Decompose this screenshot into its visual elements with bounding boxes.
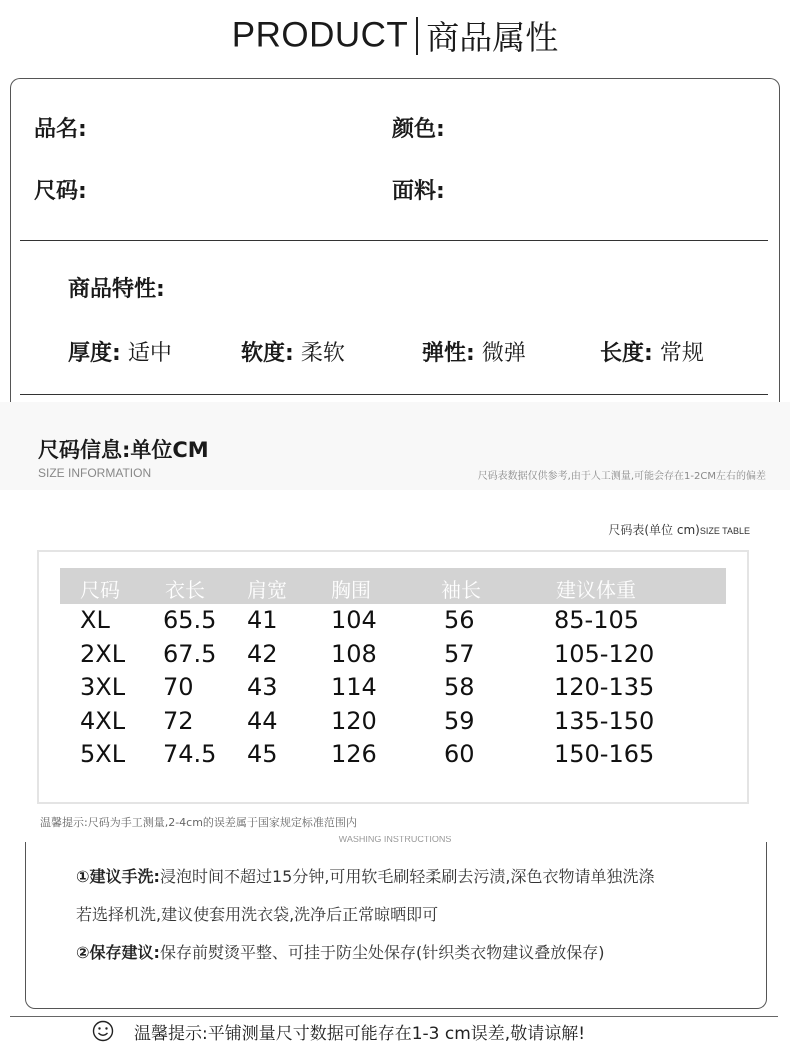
- size-table-cell: 104: [331, 606, 377, 634]
- feature-length: [600, 336, 704, 367]
- size-table-header-cell: 肩宽: [247, 578, 287, 602]
- caption-en: SIZE TABLE: [699, 526, 750, 536]
- feature-label: 厚度:: [68, 341, 121, 366]
- size-table-cell: 74.5: [163, 740, 217, 768]
- size-table-cell: 114: [331, 673, 377, 701]
- size-table-cell: 41: [247, 606, 278, 634]
- size-info-title: 尺码信息:单位CM: [38, 438, 209, 462]
- caption-cn: 尺码表(单位 cm): [608, 523, 700, 537]
- features-divider: [20, 394, 768, 395]
- attr-fabric-label: 面料:: [392, 179, 445, 204]
- machine-wash-text: 若选择机洗,建议使套用洗衣袋,洗净后正常晾晒即可: [76, 905, 439, 924]
- size-table-header-cell: 袖长: [441, 578, 481, 602]
- size-table-cell: 42: [247, 640, 278, 668]
- size-table-cell: 5XL: [80, 740, 126, 768]
- feature-elasticity: [422, 336, 526, 367]
- size-table-cell: 43: [247, 673, 278, 701]
- size-table-header-cell: 衣长: [165, 578, 205, 602]
- features-title: 商品特性:: [68, 277, 165, 302]
- size-table-cell: 56: [444, 606, 475, 634]
- size-table-cell: 120-135: [554, 673, 655, 701]
- washing-subtitle: WASHING INSTRUCTIONS: [338, 836, 452, 844]
- feature-label: 软度:: [241, 341, 294, 366]
- feature-value: 微弹: [481, 341, 526, 366]
- header-title-cn: 商品属性: [426, 18, 559, 57]
- feature-value: 适中: [127, 341, 172, 366]
- size-info-subtitle: SIZE INFORMATION: [38, 466, 152, 480]
- feature-label: 弹性:: [422, 341, 475, 366]
- size-table-cell: 57: [444, 640, 475, 668]
- header-title-en: PRODUCT: [231, 15, 409, 55]
- hand-wash-line: [76, 864, 655, 887]
- size-table-cell: 59: [444, 707, 475, 735]
- attr-size-label: 尺码:: [34, 179, 87, 204]
- size-table-cell: 150-165: [554, 740, 655, 768]
- size-table-header-cell: 尺码: [80, 578, 120, 602]
- size-table-cell: 44: [247, 707, 278, 735]
- storage-text: 保存前熨烫平整、可挂于防尘处保存(针织类衣物建议叠放保存): [159, 943, 605, 962]
- size-table-cell: 85-105: [554, 606, 640, 634]
- feature-softness: [241, 336, 345, 367]
- size-table-cell: 45: [247, 740, 278, 768]
- attr-color-label: 颜色:: [392, 117, 445, 142]
- size-table-cell: 108: [331, 640, 377, 668]
- size-table-cell: 72: [163, 707, 194, 735]
- size-info-note: 尺码表数据仅供参考,由于人工测量,可能会存在1-2CM左右的偏差: [477, 471, 766, 482]
- size-table-cell: 70: [163, 673, 194, 701]
- feature-label: 长度:: [600, 341, 653, 366]
- page-header: [0, 12, 790, 56]
- size-table-cell: 67.5: [163, 640, 217, 668]
- tip-text: 温馨提示:平铺测量尺寸数据可能存在1-3 cm误差,敬请谅解!: [134, 1024, 586, 1044]
- size-table-footnote: 温馨提示:尺码为手工测量,2-4cm的误差属于国家规定标准范围内: [40, 816, 357, 829]
- attr-divider: [20, 240, 768, 241]
- hand-wash-label: ①建议手洗:: [76, 867, 160, 886]
- smiley-icon: [92, 1020, 114, 1042]
- feature-thickness: [68, 336, 172, 367]
- size-table-caption: [608, 521, 750, 538]
- size-table-cell: 4XL: [80, 707, 126, 735]
- size-table-header-cell: 建议体重: [556, 578, 636, 602]
- size-table-cell: 58: [444, 673, 475, 701]
- header-divider: [416, 17, 418, 55]
- storage-line: [76, 940, 604, 963]
- feature-value: 柔软: [300, 341, 345, 366]
- size-table-cell: 105-120: [554, 640, 655, 668]
- size-table-cell: 2XL: [80, 640, 126, 668]
- size-table-cell: 120: [331, 707, 377, 735]
- size-table-cell: 65.5: [163, 606, 217, 634]
- feature-value: 常规: [659, 341, 704, 366]
- attr-name-label: 品名:: [34, 117, 87, 142]
- size-table-cell: 126: [331, 740, 377, 768]
- storage-label: ②保存建议:: [76, 943, 160, 962]
- size-table-cell: XL: [80, 606, 110, 634]
- size-table-cell: 135-150: [554, 707, 655, 735]
- size-table-cell: 60: [444, 740, 475, 768]
- size-table-header-cell: 胸围: [331, 578, 371, 602]
- size-table-cell: 3XL: [80, 673, 126, 701]
- hand-wash-text: 浸泡时间不超过15分钟,可用软毛刷轻柔刷去污渍,深色衣物请单独洗涤: [159, 867, 655, 886]
